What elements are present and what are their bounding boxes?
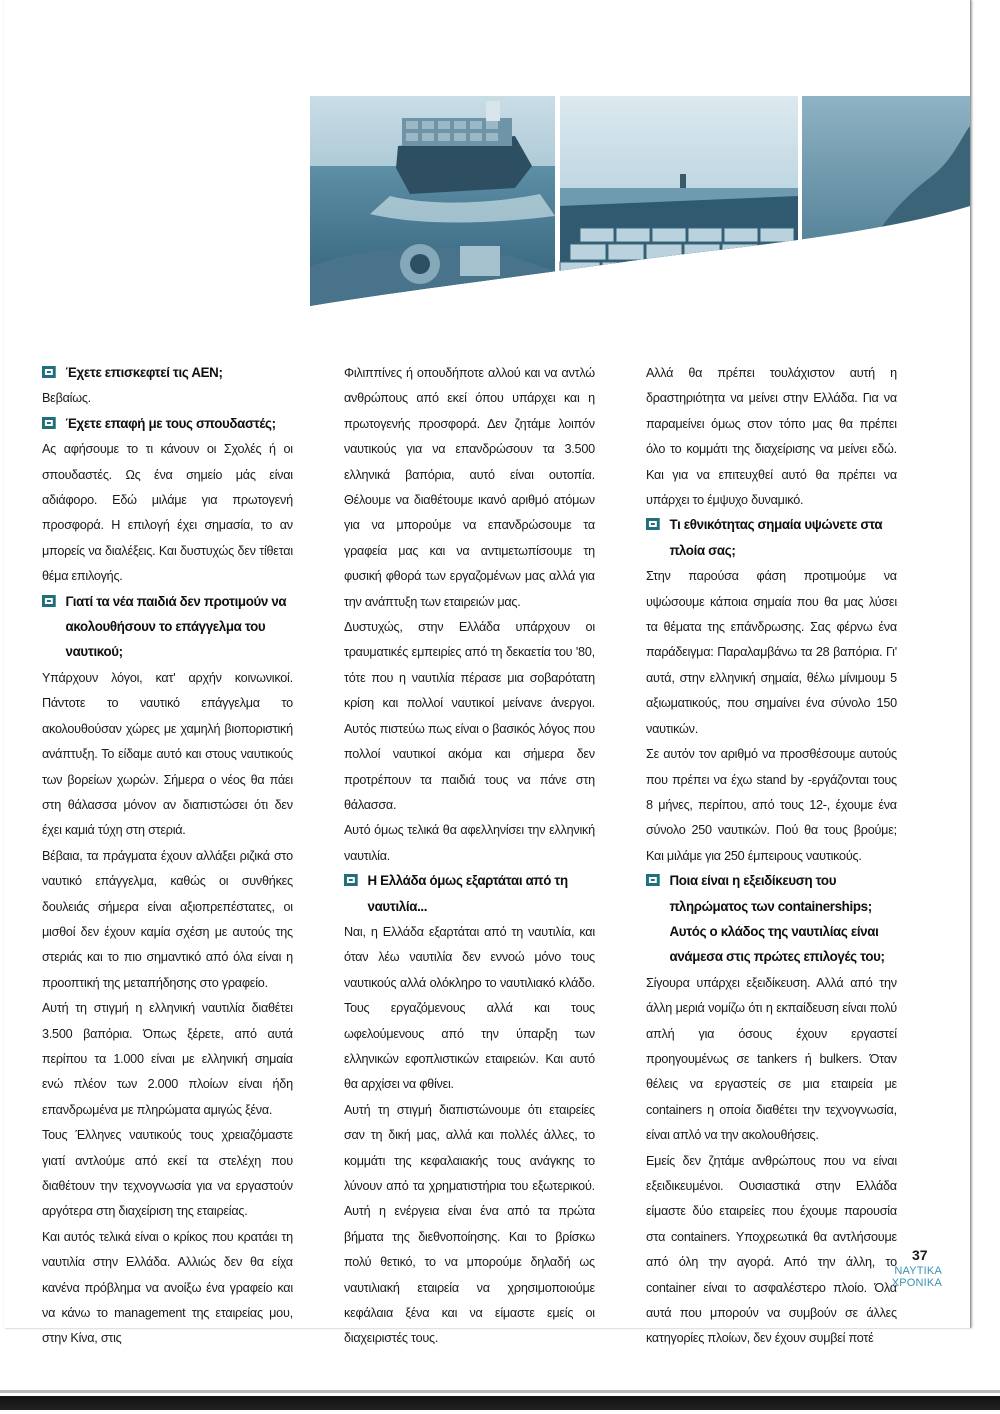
answer-paragraph: Δυστυχώς, στην Ελλάδα υπάρχουν οι τραυματικές εμπειρίες από τη δεκαετία του '80, τότε που η ναυτιλία πέρασε μια σοβαρότατη κρίση και πολλοί ναυτικοί μείνανε άνεργοι. Αυτός πιστεύω πως είναι ο βασικός λόγος που πολλοί ναυτικοί ακόμα και σήμερα δεν προτρέπουν τα παιδιά τους να πάνε στη θάλασσα.	[344, 619, 595, 812]
question-bullet-icon	[646, 874, 660, 886]
ship-photos	[310, 96, 970, 306]
interview-question	[646, 868, 897, 970]
answer-paragraph: Βέβαια, τα πράγματα έχουν αλλάξει ριζικά στο ναυτικό επάγγελμα, καθώς οι συνθήκες δουλειάς σήμερα είναι αξιοπρεπέστατες, οι μισθοί δεν έχουν καμία σχέση με αυτούς της στεριάς και το πιο σημαντικό από όλα είναι η προοπτική της μεταπήδησης στο γραφείο.	[42, 847, 293, 990]
question-text: Έχετε επισκεφτεί τις ΑΕΝ;	[65, 365, 223, 380]
scan-bottom-edge	[0, 1396, 1000, 1410]
answer-paragraph: Υπάρχουν λόγοι, κατ' αρχήν κοινωνικοί. Πάντοτε το ναυτικό επάγγελμα το ακολουθούσαν χώρες με χαμηλή βιοποριστική ανάπτυξη. Το είδαμε αυτό και στους ναυτικούς των βορείων χωρών. Σήμερα ο νέος θα πάει στη θάλασσα μόνον αν διαπιστώσει ότι δεν έχει καμιά τύχη στη στεριά.	[42, 669, 293, 838]
question-text: Έχετε επαφή με τους σπουδαστές;	[65, 415, 276, 431]
question-text: Η Ελλάδα όμως εξαρτάται από τη ναυτιλία...	[367, 873, 568, 914]
text-column-2	[344, 360, 600, 1351]
question-bullet-icon	[344, 874, 358, 886]
page-number: 37	[912, 1247, 928, 1263]
text-column-3	[646, 360, 902, 1351]
question-text: Ποια είναι η εξειδίκευση του πληρώματος των containerships; Αυτός ο κλάδος της ναυτιλίας είναι ανάμεσα στις πρώτες επιλογές του;	[669, 873, 885, 965]
magazine-name-line1: ΝΑΥΤΙΚΑ	[894, 1265, 942, 1277]
magazine-name-line2: ΧΡΟΝΙΚΑ	[891, 1277, 942, 1289]
answer-paragraph: Αλλά θα πρέπει τουλάχιστον αυτή η δραστηριότητα να μείνει στην Ελλάδα. Για να παραμείνει όμως στον τόπο μας θα πρέπει όλο το κομμάτι της διαχείρισης να μείνει εδώ. Και για να επιτευχθεί αυτό θα πρέπει να υπάρχει το έμψυχο δυναμικό.	[646, 365, 897, 508]
answer-paragraph: Αυτό όμως τελικά θα αφελληνίσει την ελληνική ναυτιλία.	[344, 822, 595, 863]
answer-paragraph: Εμείς δεν ζητάμε ανθρώπους που να είναι εξειδικευμένοι. Ουσιαστικά στην Ελλάδα είμαστε δύο εταιρείες που έχουμε παρουσία στα containers. Υποχρεωτικά θα αντλήσουμε από όλη την αγορά. Από την άλλη, το container είναι το ασφαλέστερο πλοίο. Όλα αυτά που μπορούν να συμβούν σε άλλες κατηγορίες πλοίων, δεν έχουν συμβεί ποτέ	[646, 1152, 897, 1346]
magazine-page	[4, 0, 971, 1346]
answer-paragraph: Σε αυτόν τον αριθμό να προσθέσουμε αυτούς που πρέπει να έχω stand by -εργάζονται τους 8 μήνες, περίπου, από τους 12-, έχουμε ένα σύνολο 250 ναυτικών. Πού θα τους βρούμε; Και μιλάμε για 250 έμπειρους ναυτικούς.	[646, 746, 897, 863]
question-bullet-icon	[42, 595, 56, 607]
interview-question	[42, 589, 293, 665]
magazine-name	[872, 1265, 942, 1289]
answer-paragraph: Σίγουρα υπάρχει εξειδίκευση. Αλλά από την άλλη μεριά νομίζω ότι η εκπαίδευση είναι πολύ απλή για όσους έχουν εργαστεί προηγουμένως σε tankers ή bulkers. Όταν θέλεις να εργαστείς σε μια εταιρεία με containers η οποία διαθέτει την τεχνογνωσία, είναι απλό να την ακολουθήσεις.	[646, 974, 897, 1143]
answer-paragraph: Αυτή τη στιγμή διαπιστώνουμε ότι εταιρείες σαν τη δική μας, αλλά και πολλές άλλες, το κομμάτι της κεφαλαιακής τους ανάγκης το λύνουν από τα χρηματιστήρια του εξωτερικού. Αυτή η ενέργεια είναι ένα από τα πρώτα βήματα της διεθνοποίησης. Και το βρίσκω πολύ θετικό, το να μπορούμε δηλαδή ως ναυτιλιακή εταιρεία να χρησιμοποιούμε κεφάλαια ξένα και να είμαστε εμείς οι διαχειριστές τους.	[344, 1101, 595, 1346]
answer-paragraph: Και αυτός τελικά είναι ο κρίκος που κρατάει τη ναυτιλία στην Ελλάδα. Αλλιώς δεν θα είχα κανένα πρόβλημα να ανοίξω ένα γραφείο και να κάνω το management της εταιρείας μου, στην Κίνα, στις	[42, 1228, 293, 1346]
answer-paragraph: Φιλιππίνες ή οπουδήποτε αλλού και να αντλώ ανθρώπους από εκεί όπου υπάρχει και η πρωτογενής προσφορά. Δεν ζητάμε λοιπόν ναυτικούς για να επανδρώσουν τα 3.500 ελληνικά βαπόρια, αυτό είναι ουτοπία. Θέλουμε να διαθέτουμε ικανό αριθμό ατόμων για να μπορούμε να επανδρώσουμε τα γραφεία μας και να αντιμετωπίσουμε τη φυσική φθορά των εργαζομένων μας αλλά για την ανάπτυξη των εταιρειών μας.	[344, 365, 595, 609]
answer-paragraph: Στην παρούσα φάση προτιμούμε να υψώσουμε κάποια σημαία που θα μας λύσει τα θέματα της επάνδρωσης. Σας φέρνω ένα παράδειγμα: Παραλαμβάνω τα 28 βαπόρια. Γι' αυτά, στην ελληνική σημαία, θέλω μίνιμουμ 5 αξιωματικούς, που σημαίνει ένα σύνολο 150 ναυτικών.	[646, 568, 897, 736]
answer-paragraph: Ναι, η Ελλάδα εξαρτάται από τη ναυτιλία, και όταν λέω ναυτιλία δεν εννοώ μόνο τους ναυτικούς αλλά ολόκληρο το ναυτιλιακό κλάδο. Τους εργαζόμενους αλλά και τους ωφελούμενους από την ύπαρξη των ελληνικών εφοπλιστικών εταιρειών. Και αυτό θα αρχίσει να φθίνει.	[344, 923, 595, 1092]
question-text: Τι εθνικότητας σημαία υψώνετε στα πλοία σας;	[669, 517, 883, 558]
interview-question	[42, 411, 293, 436]
text-column-1	[42, 360, 298, 1351]
question-text: Γιατί τα νέα παιδιά δεν προτιμούν να ακολουθήσουν το επάγγελμα του ναυτικού;	[65, 593, 287, 660]
question-bullet-icon	[646, 518, 660, 530]
photo-coastline	[802, 96, 970, 306]
question-bullet-icon	[42, 366, 56, 378]
interview-question	[344, 868, 595, 919]
interview-question	[42, 360, 293, 385]
answer-paragraph: Τους Έλληνες ναυτικούς τους χρειαζόμαστε γιατί αντλούμε από εκεί τα στελέχη που διαθέτουν την τεχνογνωσία για να εργαστούν αργότερα στη διαχείριση της εταιρείας.	[42, 1127, 293, 1219]
interview-question	[646, 512, 897, 563]
header-photo-band	[310, 96, 970, 306]
photo-container-deck	[560, 96, 798, 306]
answer-paragraph: Αυτή τη στιγμή η ελληνική ναυτιλία διαθέτει 3.500 βαπόρια. Όπως ξέρετε, από αυτά περίπου τα 1.000 είναι με ελληνική σημαία ενώ πλέον των 2.000 πλοίων είναι ήδη επανδρωμένα με πληρώματα αμιγώς ξένα.	[42, 1000, 293, 1117]
answer-paragraph: Βεβαίως.	[42, 390, 91, 406]
question-bullet-icon	[42, 417, 56, 429]
answer-paragraph: Ας αφήσουμε το τι κάνουν οι Σχολές ή οι σπουδαστές. Ως ένα σημείο μάς είναι αδιάφορο. Εδώ μιλάμε για πρωτογενή προσφορά. Η επιλογή έχει σημασία, το αν μπορείς να διαλέξεις. Και δυστυχώς δεν τίθεται θέμα επιλογής.	[42, 441, 293, 584]
photo-container-ship	[310, 96, 555, 306]
